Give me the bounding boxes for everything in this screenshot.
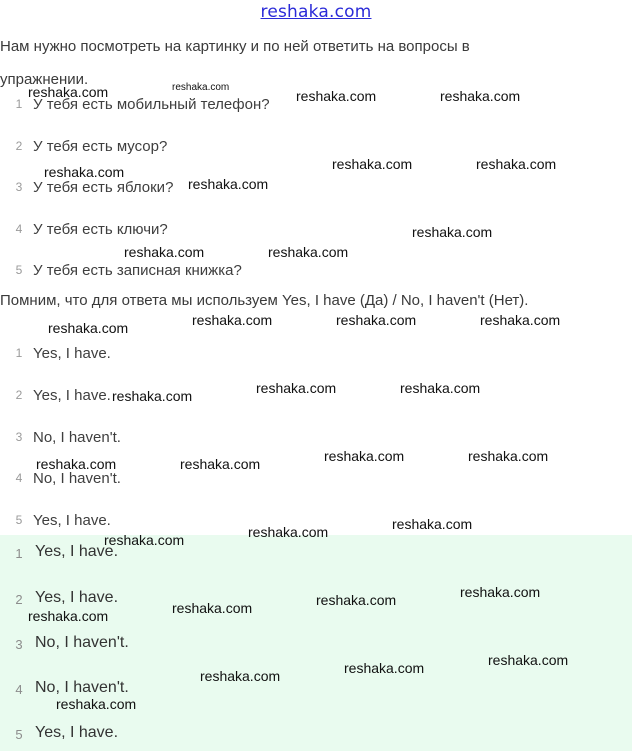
final-answer-text: No, I haven't. (35, 679, 129, 696)
answer-text: Yes, I have. (33, 344, 111, 362)
final-answer-box (0, 535, 632, 751)
watermark: reshaka.com (28, 84, 109, 100)
question-number: 3 (15, 180, 23, 194)
watermark: reshaka.com (332, 156, 413, 172)
question-number: 5 (15, 263, 23, 277)
answer-number: 2 (15, 388, 23, 402)
watermark: reshaka.com (316, 592, 397, 608)
watermark: reshaka.com (460, 584, 541, 600)
watermark: reshaka.com (28, 608, 109, 624)
watermark: reshaka.com (468, 448, 549, 464)
final-answer-number: 3 (15, 637, 23, 652)
watermark: reshaka.com (172, 600, 253, 616)
question-number: 4 (15, 222, 23, 236)
watermark: reshaka.com (200, 668, 281, 684)
watermark: reshaka.com (124, 244, 205, 260)
final-answer-text: Yes, I have. (35, 724, 119, 741)
watermark: reshaka.com (344, 660, 425, 676)
answer-number: 1 (15, 346, 23, 360)
watermark: reshaka.com (480, 312, 561, 328)
watermark: reshaka.com (180, 456, 261, 472)
watermark: reshaka.com (440, 88, 521, 104)
watermark: reshaka.com (192, 312, 273, 328)
intro-text: Нам нужно посмотреть на картинку и по ней ответить на вопросы в упражнении. (0, 38, 470, 88)
watermark: reshaka.com (172, 82, 230, 93)
watermark: reshaka.com (104, 532, 185, 548)
question-text: У тебя есть записная книжка? (33, 261, 242, 279)
watermark: reshaka.com (188, 176, 269, 192)
watermark: reshaka.com (336, 312, 417, 328)
final-answer-number: 4 (15, 682, 23, 697)
watermark: reshaka.com (296, 88, 377, 104)
answer-number: 5 (15, 513, 23, 527)
answer-text: Yes, I have. (33, 386, 111, 404)
watermark: reshaka.com (36, 456, 117, 472)
watermark: reshaka.com (476, 156, 557, 172)
watermark: reshaka.com (324, 448, 405, 464)
watermark: reshaka.com (488, 652, 569, 668)
final-answer-number: 2 (15, 592, 23, 607)
question-text: У тебя есть мобильный телефон? (33, 95, 270, 113)
answer-number: 4 (15, 471, 23, 485)
final-answer-text: Yes, I have. (35, 589, 119, 606)
watermark: reshaka.com (248, 524, 329, 540)
watermark: reshaka.com (48, 320, 129, 336)
final-answer-number: 1 (15, 546, 23, 561)
watermark: reshaka.com (256, 380, 337, 396)
final-answer-text: No, I haven't. (35, 634, 129, 651)
question-text: У тебя есть ключи? (33, 220, 168, 238)
final-answer-text: Yes, I have. (35, 543, 119, 560)
answer-text: No, I haven't. (33, 469, 121, 487)
watermark: reshaka.com (412, 224, 493, 240)
answer-text: No, I haven't. (33, 428, 121, 446)
question-text: У тебя есть мусор? (33, 137, 168, 155)
reminder-text: Помним, что для ответа мы используем Yes, I have (Да) / No, I haven't (Нет). (0, 292, 529, 309)
watermark: reshaka.com (56, 696, 137, 712)
site-header-link[interactable]: reshaka.com (260, 2, 372, 22)
watermark: reshaka.com (268, 244, 349, 260)
question-number: 2 (15, 139, 23, 153)
watermark: reshaka.com (400, 380, 481, 396)
answer-number: 3 (15, 430, 23, 444)
question-number: 1 (15, 97, 23, 111)
watermark: reshaka.com (392, 516, 473, 532)
final-answer-number: 5 (15, 727, 23, 742)
question-text: У тебя есть яблоки? (33, 178, 174, 196)
answer-text: Yes, I have. (33, 511, 111, 529)
watermark: reshaka.com (112, 388, 193, 404)
watermark: reshaka.com (44, 164, 125, 180)
